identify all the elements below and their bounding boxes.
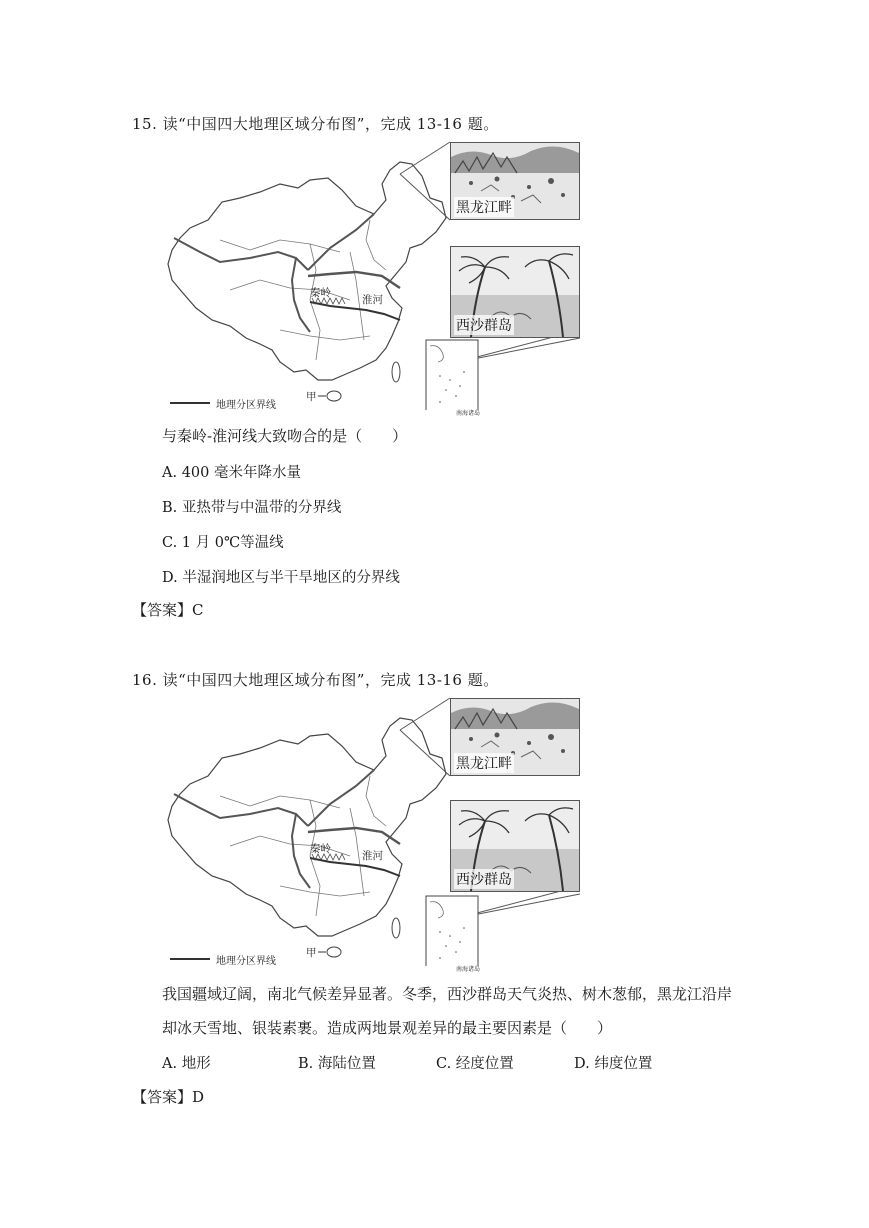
xisha-photo	[450, 800, 580, 892]
question-16-option-d: D. 纬度位置	[574, 1056, 653, 1072]
hainan-island	[327, 391, 341, 401]
photo-label-xisha: 西沙群岛	[454, 315, 514, 335]
qinling-huaihe-line	[310, 858, 400, 876]
question-15-option-b: B. 亚热带与中温带的分界线	[162, 500, 342, 516]
heilongjiang-photo	[450, 142, 580, 220]
question-16-option-b: B. 海陆位置	[298, 1056, 376, 1072]
china-regions-map-figure-2	[160, 696, 590, 973]
question-16-title: 16. 读“中国四大地理区域分布图”，完成 13-16 题。	[132, 671, 499, 689]
photo-label-heilongjiang: 黑龙江畔	[454, 197, 514, 217]
south-china-sea-inset	[426, 896, 478, 966]
inset-label: 南海诸岛	[456, 410, 481, 417]
question-16-option-a: A. 地形	[162, 1056, 211, 1072]
question-15-option-a: A. 400 毫米年降水量	[162, 465, 301, 481]
taiwan-island	[392, 918, 400, 938]
china-outline	[168, 162, 446, 380]
map-label-qinling: 秦岭	[310, 287, 331, 299]
map-label-jia: 甲	[306, 947, 317, 959]
question-16-stem-line-2: 却冰天雪地、银装素裹。造成两地景观差异的最主要因素是（ ）	[162, 1019, 613, 1037]
china-regions-map-figure	[160, 140, 590, 417]
question-16-answer: 【答案】D	[132, 1088, 205, 1106]
map-label-qinling: 秦岭	[310, 843, 331, 855]
taiwan-island	[392, 362, 400, 382]
question-15-option-c: C. 1 月 0℃等温线	[162, 535, 284, 551]
legend-label: 地理分区界线	[216, 956, 276, 967]
region-boundary-northeast	[308, 214, 374, 270]
region-boundary-northwest	[174, 238, 308, 270]
map-label-jia: 甲	[306, 391, 317, 403]
china-outline	[168, 718, 446, 936]
inset-label: 南海诸岛	[456, 966, 481, 973]
question-15-title: 15. 读“中国四大地理区域分布图”，完成 13-16 题。	[132, 115, 499, 133]
south-china-sea-inset	[426, 340, 478, 410]
legend-label: 地理分区界线	[216, 400, 276, 411]
heilongjiang-photo	[450, 698, 580, 776]
qinling-huaihe-line	[310, 302, 400, 320]
question-15-stem: 与秦岭-淮河线大致吻合的是（ ）	[162, 427, 408, 445]
region-boundary-northwest	[174, 794, 308, 826]
question-16-option-c: C. 经度位置	[436, 1056, 514, 1072]
map-label-huaihe: 淮河	[362, 850, 383, 862]
question-16-stem-line-1: 我国疆域辽阔，南北气候差异显著。冬季，西沙群岛天气炎热、树木葱郁，黑龙江沿岸	[162, 985, 733, 1003]
region-boundary-northeast	[308, 770, 374, 826]
map-label-huaihe: 淮河	[362, 294, 383, 306]
question-15-option-d: D. 半湿润地区与半干旱地区的分界线	[162, 570, 400, 586]
hainan-island	[327, 947, 341, 957]
xisha-photo	[450, 246, 580, 338]
photo-label-heilongjiang: 黑龙江畔	[454, 753, 514, 773]
photo-label-xisha: 西沙群岛	[454, 869, 514, 889]
question-15-answer: 【答案】C	[132, 601, 204, 619]
